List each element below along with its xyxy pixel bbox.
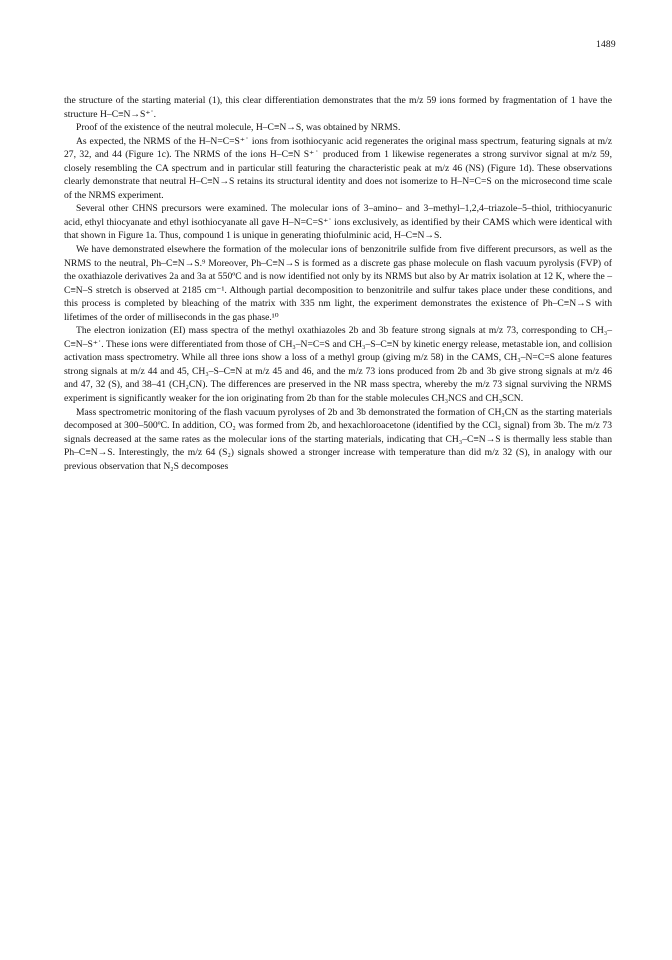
paragraph: As expected, the NRMS of the H–N=C=S⁺˙ ions from isothiocyanic acid regenerates the original mass spectrum, featuring signals at m/z 27, 32, and 44 (Figure 1c). The NRMS of the ions H–C≡N S⁺˙ produced from 1 likewise regenerates a strong survivor signal at m/z 59, closely resembling the CA spectrum and in particular still featuring the characteristic peak at m/z 46 (NS) (Figure 1d). These observations clearly demonstrate that neutral H–C≡N→S retains its structural identity and does not isomerize to H–N=C=S on the microsecond time scale of the NRMS experiment. (64, 135, 612, 201)
paragraph: Proof of the existence of the neutral molecule, H–C≡N→S, was obtained by NRMS. (76, 122, 401, 134)
paragraph: Mass spectrometric monitoring of the flash vacuum pyrolyses of 2b and 3b demonstrated the formation of CH₃CN as the starting materials decomposed at 300–500ºC. In addition, CO₂ was formed from 2b, and hexachloroacetone (identified by the CCl₃ signal) from 3b. The m/z 73 signals decreased at the same rates as the molecular ions of the starting materials, indicating that CH₃–C≡N→S is thermally less stable than Ph–C≡N→S. Interestingly, the m/z 64 (S₂) signals showed a stronger increase with temperature than did m/z 32 (S), in analogy with our previous observation that N₂S decomposes (64, 406, 612, 472)
paragraph: the structure of the starting material (1), this clear differentiation demonstrates that the m/z 59 ions formed by fragmentation of 1 have the structure H–C≡N→S⁺˙. (64, 95, 612, 120)
body-text (64, 94, 612, 473)
paragraph: We have demonstrated elsewhere the formation of the molecular ions of benzonitrile sulfide from five different precursors, as well as the NRMS to the neutral, Ph–C≡N→S.⁹ Moreover, Ph–C≡N→S is formed as a discrete gas phase molecule on flash vacuum pyrolysis (FVP) of the oxathiazole derivatives 2a and 3a at 550ºC and is now identified not only by its NRMS but also by Ar matrix isolation at 12 K, where the –C≡N–S stretch is observed at 2185 cm⁻¹. Although partial decomposition to benzonitrile and sulfur takes place under these conditions, and this process is completed by bleaching of the matrix with 335 nm light, the experiment demonstrates the existence of Ph–C≡N→S with lifetimes of the order of milliseconds in the gas phase.¹⁰ (64, 244, 612, 323)
paragraph: The electron ionization (EI) mass spectra of the methyl oxathiazoles 2b and 3b feature strong signals at m/z 73, corresponding to CH₃–C≡N–S⁺˙. These ions were differentiated from those of CH₃–N=C=S and CH₃–S–C≡N by kinetic energy release, metastable ion, and collision activation mass spectrometry. While all three ions show a loss of a methyl group (giving m/z 58) in the CAMS, CH₃–N=C=S alone features strong signals at m/z 44 and 45, CH₃–S–C≡N at m/z 45 and 46, and the m/z 73 ions produced from 2b and 3b give strong signals at m/z 46 and 47, 32 (S), and 38–41 (CH₂CN). The differences are preserved in the NR mass spectra, whereby the m/z 73 signal surviving the NRMS experiment is significantly weaker for the ion originating from 2b than for the stable molecules CH₃NCS and CH₃SCN. (64, 325, 612, 405)
page-number: 1489 (596, 40, 616, 50)
paragraph: Several other CHNS precursors were examined. The molecular ions of 3–amino– and 3–methyl–1,2,4–triazole–5–thiol, trithiocyanuric acid, ethyl thiocyanate and ethyl isothiocyanate all gave H–N=C=S⁺˙ ions exclusively, as identified by their CAMS which were identical with that shown in Figure 1a. Thus, compound 1 is unique in generating thiofulminic acid, H–C≡N→S. (64, 203, 612, 242)
